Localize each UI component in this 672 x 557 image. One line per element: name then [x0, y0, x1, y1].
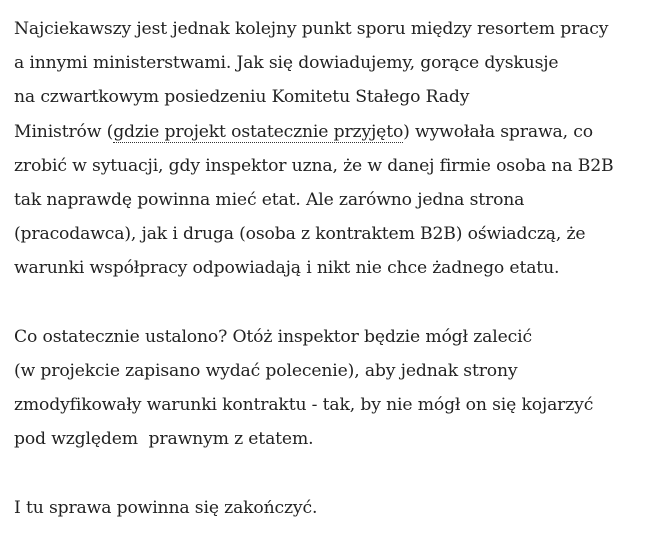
paragraph-1-line-1: Najciekawszy jest jednak kolejny punkt sporu między resortem pracy [14, 19, 609, 39]
paragraph-1-line-8: warunki współpracy odpowiadają i nikt nie chce żadnego etatu. [14, 258, 560, 279]
paragraph-1 [14, 12, 664, 286]
article-body [14, 12, 664, 525]
paragraph-1-line-6: tak naprawdę powinna mieć etat. Ale zarówno jedna strona [14, 190, 525, 211]
paragraph-1-line-4 [14, 115, 664, 149]
paragraph-1-line-2: a innymi ministerstwami. Jak się dowiadujemy, gorące dyskusje [14, 53, 559, 74]
paragraph-1-line-4-after: ) wywołała sprawa, co [403, 121, 593, 142]
paragraph-1-line-4-before: Ministrów ( [14, 121, 114, 142]
paragraph-spacer [14, 457, 664, 491]
paragraph-2-line-2: (w projekcie zapisano wydać polecenie), aby jednak strony [14, 361, 518, 382]
paragraph-1-line-7: (pracodawca), jak i druga (osoba z kontraktem B2B) oświadczą, że [14, 224, 586, 245]
paragraph-2 [14, 320, 664, 457]
paragraph-spacer [14, 286, 664, 320]
paragraph-2-line-1: Co ostatecznie ustalono? Otóż inspektor będzie mógł zalecić [14, 326, 532, 347]
paragraph-1-line-3: na czwartkowym posiedzeniu Komitetu Stałego Rady [14, 87, 470, 108]
paragraph-3-line-1: I tu sprawa powinna się zakończyć. [14, 497, 318, 518]
paragraph-1-line-5: zrobić w sytuacji, gdy inspektor uzna, że w danej firmie osoba na B2B [14, 155, 614, 176]
paragraph-3 [14, 491, 664, 525]
paragraph-2-line-4: pod względem prawnym z etatem. [14, 429, 314, 450]
project-adopted-link[interactable]: gdzie projekt ostatecznie przyjęto [113, 121, 404, 142]
paragraph-2-line-3: zmodyfikowały warunki kontraktu - tak, by nie mógł on się kojarzyć [14, 395, 594, 416]
